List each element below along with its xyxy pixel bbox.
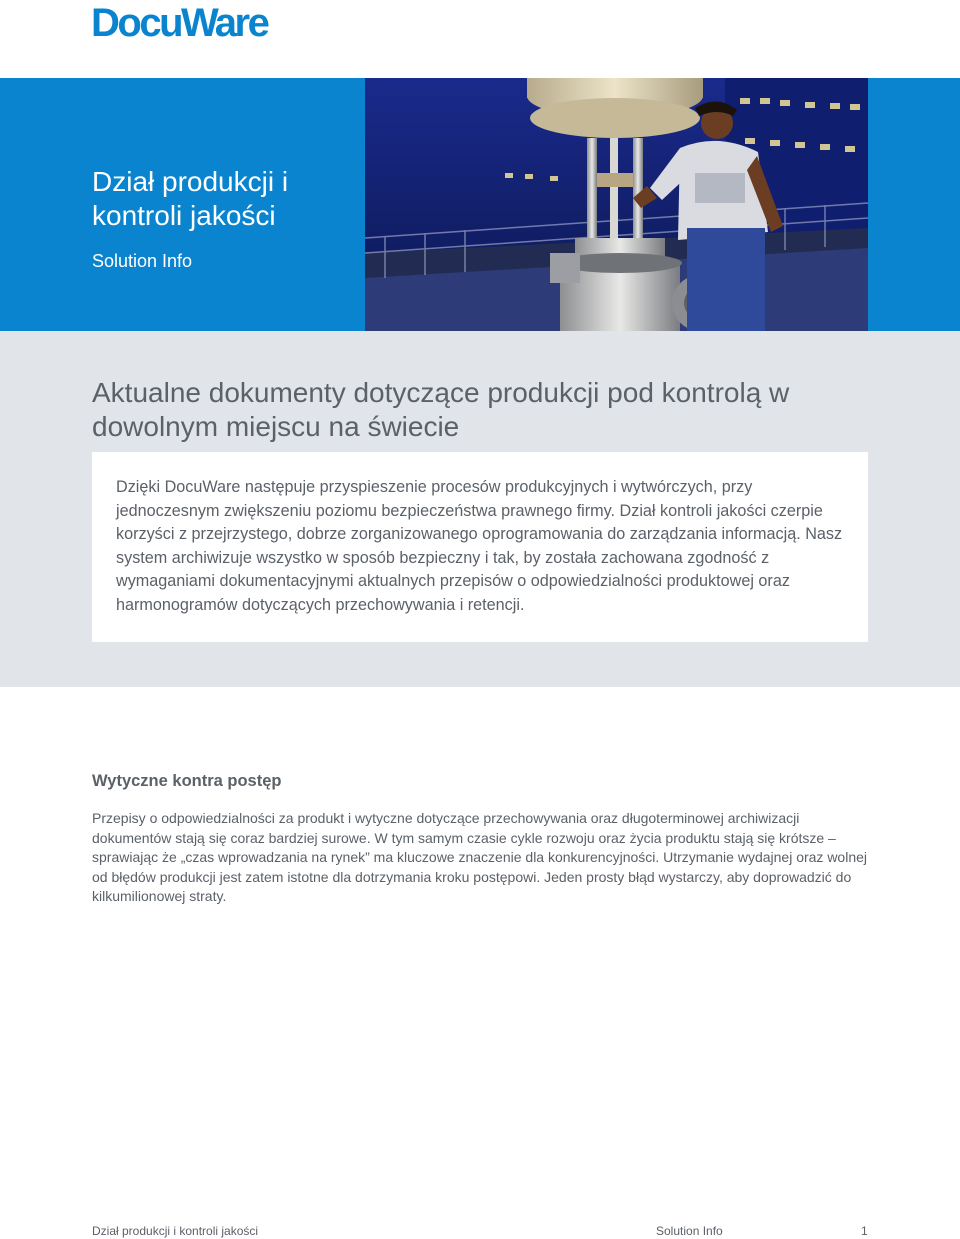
intro-heading: Aktualne dokumenty dotyczące produkcji pod kontrolą w dowolnym miejscu na świecie <box>92 377 790 442</box>
intro-box <box>92 452 868 642</box>
footer-document-title: Dział produkcji i kontroli jakości <box>92 1224 259 1238</box>
page-title: Dział produkcji i kontroli jakości <box>92 166 289 231</box>
footer-document-type: Solution Info <box>656 1224 723 1238</box>
docuware-logo <box>91 2 269 42</box>
svg-text:DocuWare: DocuWare <box>91 2 268 42</box>
hero-photo <box>365 78 868 331</box>
intro-paragraph: Dzięki DocuWare następuje przyspieszenie procesów produkcyjnych i wytwórczych, przy jednoczesnym zwiększeniu poziomu bezpieczeństwa prawnego firmy. Dział kontroli jakości czerpie korzyści z przejrzystego, dobrze zorganizowanego oprogramowania do zarządzania informacją. Nasz system archiwizuje wszystko w sposób bezpieczny i tak, by została zachowana zgodność z wymaganiami dokumentacyjnymi aktualnych przepisów o odpowiedzialności produktowej oraz harmonogramów dotyczących przechowywania i retencji. <box>116 478 843 614</box>
section-paragraph: Przepisy o odpowiedzialności za produkt i wytyczne dotyczące przechowywania oraz długoterminowej archiwizacji dokumentów stają się coraz bardziej surowe. W tym samym czasie cykle rozwoju oraz życia produktu stają się krótsze – sprawiając że „czas wprowadzania na rynek” ma kluczowe znaczenie dla konkurencyjności. Utrzymanie wydajnej oraz wolnej od błędów produkcji jest zatem istotne dla dotrzymania kroku postępowi. Jeden prosty błąd wystarczy, aby doprowadzić do kilkumilionowej straty. <box>92 810 868 905</box>
footer-page-number: 1 <box>861 1224 868 1238</box>
section-heading: Wytyczne kontra postęp <box>92 772 282 790</box>
page-subtitle: Solution Info <box>92 251 193 271</box>
